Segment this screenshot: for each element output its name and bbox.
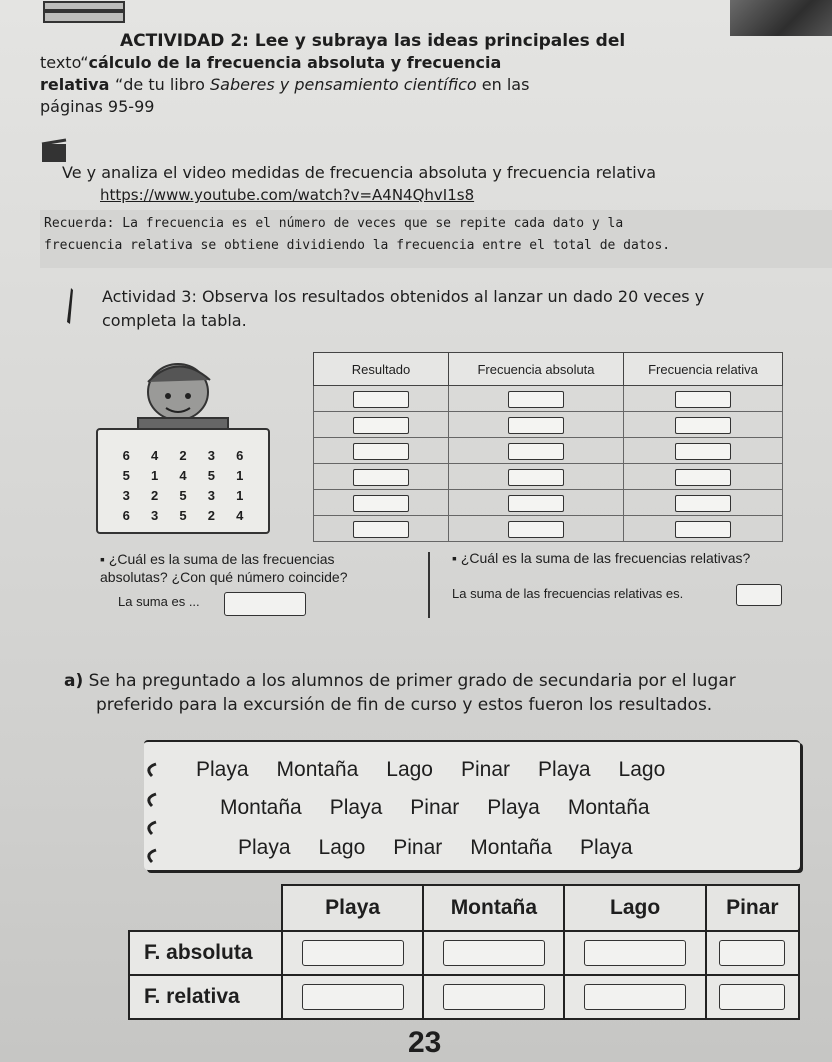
question-1-line1: ▪ ¿Cuál es la suma de las frecuencias — [100, 551, 335, 567]
table-cell — [449, 438, 624, 464]
answer-box[interactable] — [584, 940, 686, 966]
cell — [282, 975, 423, 1019]
question-1-text: ¿Cuál es la suma de las frecuencias — [108, 551, 335, 567]
answer-box[interactable] — [508, 469, 564, 486]
excursion-answer: Pinar — [393, 836, 443, 859]
answer-box[interactable] — [508, 391, 564, 408]
answer-box[interactable] — [508, 495, 564, 512]
header-playa: Playa — [282, 885, 423, 931]
reminder-line2: frecuencia relativa se obtiene dividiendo la frecuencia entre el total de datos. — [44, 238, 671, 253]
activity2-line1 — [120, 30, 625, 52]
table-cell — [449, 464, 624, 490]
part-a-line1 — [64, 670, 736, 692]
answer-box[interactable] — [508, 521, 564, 538]
question-2-answer-label: La suma de las frecuencias relativas es. — [452, 586, 684, 601]
cell — [706, 975, 799, 1019]
dice-value: 2 — [179, 448, 187, 463]
reminder-line1: Recuerda: La frecuencia es el número de veces que se repite cada dato y la — [44, 216, 624, 231]
table-row — [314, 464, 783, 490]
table-row — [314, 386, 783, 412]
table-cell — [624, 386, 783, 412]
table-cell — [314, 386, 449, 412]
excursion-row-1 — [196, 758, 693, 782]
table-row — [314, 516, 783, 542]
dice-row — [98, 468, 268, 488]
dice-value: 4 — [150, 448, 159, 463]
table-cell — [449, 412, 624, 438]
dice-row — [98, 488, 268, 508]
header-frecuencia-absoluta: Frecuencia absoluta — [449, 353, 624, 386]
answer-box[interactable] — [675, 495, 731, 512]
answer-box[interactable] — [443, 940, 545, 966]
excursion-answer: Pinar — [460, 758, 511, 781]
activity3-line1-text: Actividad 3: Observa los resultados obtenidos al lanzar un dado 20 veces y — [102, 287, 705, 306]
table-cell — [449, 516, 624, 542]
activity2-pages: páginas 95-99 — [40, 97, 155, 116]
dice-value: 2 — [207, 508, 215, 523]
table-cell — [624, 438, 783, 464]
video-instructions: Ve y analiza el video medidas de frecuencia absoluta y frecuencia relativa — [62, 163, 656, 182]
page-number: 23 — [408, 1026, 442, 1059]
cell — [706, 931, 799, 975]
excursion-answer: Pinar — [410, 796, 460, 819]
answer-box[interactable] — [443, 984, 545, 1010]
header-resultado: Resultado — [314, 353, 449, 386]
excursion-answer: Lago — [618, 758, 666, 781]
answer-box[interactable] — [584, 984, 686, 1010]
excursion-answer: Playa — [329, 796, 383, 819]
dice-value: 6 — [122, 508, 130, 523]
answer-box[interactable] — [675, 521, 731, 538]
pencil-icon — [64, 286, 78, 326]
table-cell — [314, 412, 449, 438]
dice-value: 5 — [207, 468, 215, 483]
table-cell — [314, 464, 449, 490]
part-a-line1-text: Se ha preguntado a los alumnos de primer grado de secundaria por el lugar — [88, 671, 736, 691]
answer-box[interactable] — [353, 521, 409, 538]
dice-value: 5 — [179, 508, 187, 523]
table-cell — [624, 464, 783, 490]
table-row — [314, 412, 783, 438]
activity2-line3 — [40, 74, 529, 96]
dice-frequency-table — [313, 352, 783, 542]
dice-value: 4 — [236, 508, 244, 523]
table-row — [314, 490, 783, 516]
excursion-answer: Lago — [318, 836, 366, 859]
answer-box[interactable] — [302, 940, 404, 966]
answer-box[interactable] — [675, 443, 731, 460]
question-1-answer-label: La suma es ... — [118, 594, 200, 609]
table-cell — [314, 438, 449, 464]
excursion-answer: Montaña — [276, 758, 359, 781]
activity2-line2 — [40, 52, 501, 74]
excursion-answer: Playa — [487, 796, 540, 819]
dice-value: 5 — [122, 468, 130, 483]
dice-value: 1 — [236, 468, 244, 483]
table-cell — [314, 490, 449, 516]
activity2-line1-text: ACTIVIDAD 2: Lee y subraya las ideas principales del — [120, 31, 626, 51]
answer-box[interactable] — [719, 984, 785, 1010]
sum-absolute-answer-box[interactable] — [224, 592, 306, 616]
dice-row — [98, 448, 268, 468]
dice-value: 3 — [122, 488, 130, 503]
dice-value: 3 — [207, 448, 215, 463]
part-a-line2: preferido para la excursión de fin de curso y estos fueron los resultados. — [96, 695, 713, 715]
question-1 — [100, 550, 348, 586]
answer-box[interactable] — [508, 443, 564, 460]
dice-value: 1 — [150, 468, 159, 483]
table-row — [129, 975, 799, 1019]
answer-box[interactable] — [353, 417, 409, 434]
reminder-box — [40, 210, 832, 268]
dice-value: 3 — [150, 508, 159, 523]
excursion-results-card — [144, 740, 800, 870]
excursion-answer: Montaña — [220, 796, 302, 819]
dice-row — [98, 508, 268, 528]
question-1-line2: absolutas? ¿Con qué número coincide? — [100, 569, 348, 585]
answer-box[interactable] — [302, 984, 404, 1010]
answer-box[interactable] — [508, 417, 564, 434]
table-row — [314, 438, 783, 464]
question-2: ▪ ¿Cuál es la suma de las frecuencias relativas? — [452, 550, 751, 566]
header-montana: Montaña — [423, 885, 564, 931]
cell — [423, 931, 564, 975]
answer-box[interactable] — [353, 391, 409, 408]
table-corner — [129, 885, 282, 931]
dice-results-card — [96, 428, 270, 534]
table-cell — [624, 490, 783, 516]
excursion-answer: Playa — [580, 836, 633, 859]
dice-value: 4 — [179, 468, 187, 483]
header-lago: Lago — [564, 885, 705, 931]
answer-box[interactable] — [353, 495, 409, 512]
question-2-text: ¿Cuál es la suma de las frecuencias relativas? — [460, 550, 751, 566]
header-pinar: Pinar — [706, 885, 799, 931]
book-title: Saberes y pensamiento científico — [209, 75, 477, 94]
excursion-answer: Montaña — [470, 836, 553, 859]
activity2-line3-suffix: en las — [476, 75, 530, 94]
table-cell — [449, 386, 624, 412]
answer-box[interactable] — [353, 469, 409, 486]
corner-photo — [730, 0, 832, 36]
excursion-answer: Playa — [538, 758, 591, 781]
activity3-line1 — [102, 286, 704, 308]
excursion-row-2 — [220, 796, 678, 820]
question-divider — [428, 552, 430, 618]
part-a-label: a) — [64, 671, 84, 691]
activity2-relativa-bold: relativa — [40, 75, 115, 94]
answer-box[interactable] — [675, 417, 731, 434]
answer-box[interactable] — [353, 443, 409, 460]
spiral-binding-icon — [142, 760, 164, 870]
row-label-f-absoluta: F. absoluta — [129, 931, 282, 975]
dice-value: 3 — [207, 488, 215, 503]
cell — [423, 975, 564, 1019]
answer-box[interactable] — [719, 940, 785, 966]
activity2-line3-text: “de tu libro — [114, 75, 210, 94]
table-cell — [624, 516, 783, 542]
table-cell — [624, 412, 783, 438]
excursion-answer: Lago — [386, 758, 433, 781]
excursion-answer: Playa — [238, 836, 291, 859]
dice-value: 6 — [122, 448, 130, 463]
video-icon — [40, 138, 68, 164]
dice-value: 6 — [236, 448, 244, 463]
table-row — [129, 931, 799, 975]
dice-value: 5 — [179, 488, 187, 503]
excursion-answer: Playa — [196, 758, 249, 781]
answer-box[interactable] — [675, 391, 731, 408]
excursion-row-3 — [238, 836, 661, 860]
activity3-line2: completa la tabla. — [102, 311, 247, 330]
activity2-line2-prefix: texto“ — [40, 53, 89, 72]
video-link[interactable]: https://www.youtube.com/watch?v=A4N4QhvI1s8 — [100, 186, 475, 204]
excursion-frequency-table — [128, 884, 800, 1020]
cell — [564, 931, 705, 975]
answer-box[interactable] — [675, 469, 731, 486]
row-label-f-relativa: F. relativa — [129, 975, 282, 1019]
activity2-topic-bold: cálculo de la frecuencia absoluta y frecuencia — [88, 53, 502, 72]
book-icon — [40, 0, 130, 26]
table-cell — [449, 490, 624, 516]
student-illustration — [118, 352, 278, 434]
excursion-answer: Montaña — [567, 796, 650, 819]
cell — [282, 931, 423, 975]
table-cell — [314, 516, 449, 542]
dice-value: 2 — [150, 488, 159, 503]
header-frecuencia-relativa: Frecuencia relativa — [624, 353, 783, 386]
dice-value: 1 — [236, 488, 244, 503]
cell — [564, 975, 705, 1019]
sum-relative-answer-box[interactable] — [736, 584, 782, 606]
